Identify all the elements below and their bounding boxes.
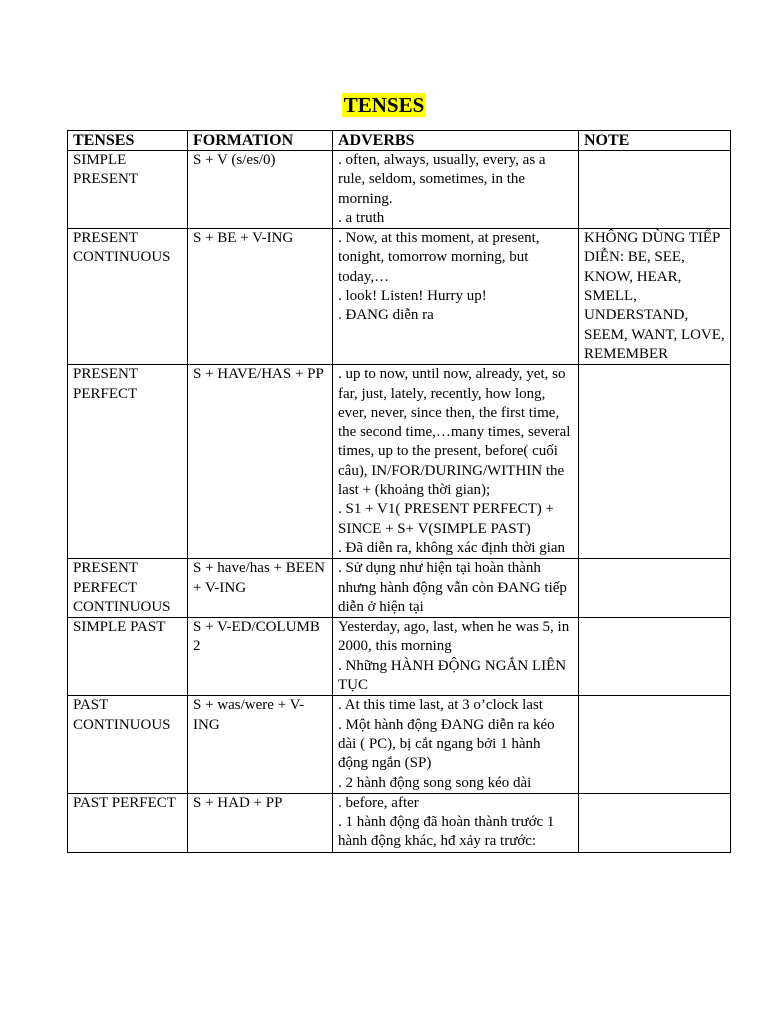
- table-row: [68, 151, 731, 229]
- adverb-line: . Những HÀNH ĐỘNG NGẮN LIÊN TỤC: [338, 657, 567, 694]
- formation-cell: S + have/has + BEEN + V-ING: [188, 559, 333, 618]
- adverb-line: Yesterday, ago, last, when he was 5, in 2000, this morning: [338, 619, 570, 655]
- formation-cell: S + V-ED/COLUMB 2: [188, 618, 333, 696]
- table-row: [68, 559, 731, 618]
- header-adverbs: ADVERBS: [333, 131, 579, 151]
- adverbs-cell: [333, 151, 579, 229]
- formation-cell: S + V (s/es/0): [188, 151, 333, 229]
- table-row: [68, 696, 731, 793]
- header-note: NOTE: [579, 131, 731, 151]
- note-cell: [579, 696, 731, 793]
- adverb-line: . 1 hành động đã hoàn thành trước 1 hành động khác, hđ xảy ra trước:: [338, 814, 555, 850]
- adverb-line: . before, after: [338, 794, 419, 811]
- adverbs-cell: [333, 793, 579, 852]
- note-cell: [579, 618, 731, 696]
- table-row: [68, 618, 731, 696]
- header-formation: FORMATION: [188, 131, 333, 151]
- formation-cell: S + HAD + PP: [188, 793, 333, 852]
- tense-cell: PRESENT CONTINUOUS: [68, 229, 188, 365]
- adverbs-cell: [333, 365, 579, 559]
- table-row: [68, 229, 731, 365]
- adverb-line: . a truth: [338, 209, 385, 226]
- adverb-line: . up to now, until now, already, yet, so far, just, lately, recently, how long, ever, never, since then, the first time, the second time,…many times, several times, up to the present, before( cuối câu), IN/FOR/DURING/WITHIN the last + (khoảng thời gian);: [338, 366, 571, 499]
- formation-cell: S + HAVE/HAS + PP: [188, 365, 333, 559]
- tense-cell: PAST PERFECT: [68, 793, 188, 852]
- note-cell: [579, 229, 731, 365]
- title-container: [0, 93, 768, 117]
- page-title: TENSES: [343, 93, 425, 117]
- adverbs-cell: [333, 696, 579, 793]
- adverbs-cell: [333, 229, 579, 365]
- adverb-line: . 2 hành động song song kéo dài: [338, 774, 532, 791]
- note-line: KHÔNG DÙNG TIẾP DIỄN: BE, SEE, KNOW, HEAR, SMELL, UNDERSTAND, SEEM, WANT, LOVE, REMEMBER: [584, 230, 725, 362]
- note-cell: [579, 793, 731, 852]
- adverb-line: . ĐANG diễn ra: [338, 307, 434, 324]
- note-cell: [579, 365, 731, 559]
- tense-cell: PRESENT PERFECT CONTINUOUS: [68, 559, 188, 618]
- adverb-line: . S1 + V1( PRESENT PERFECT) + SINCE + S+ V(SIMPLE PAST): [338, 501, 554, 537]
- tense-cell: SIMPLE PRESENT: [68, 151, 188, 229]
- note-cell: [579, 151, 731, 229]
- adverb-line: . Now, at this moment, at present, tonight, tomorrow morning, but today,…: [338, 230, 540, 285]
- adverb-line: . At this time last, at 3 o’clock last: [338, 697, 543, 714]
- tense-cell: PAST CONTINUOUS: [68, 696, 188, 793]
- tenses-table: [67, 130, 731, 853]
- header-tenses: TENSES: [68, 131, 188, 151]
- formation-cell: S + BE + V-ING: [188, 229, 333, 365]
- tense-cell: SIMPLE PAST: [68, 618, 188, 696]
- table-body: [68, 151, 731, 853]
- tense-cell: PRESENT PERFECT: [68, 365, 188, 559]
- adverb-line: . Một hành động ĐANG diễn ra kéo dài ( PC), bị cắt ngang bởi 1 hành động ngắn (SP): [338, 716, 555, 772]
- adverb-line: . often, always, usually, every, as a rule, seldom, sometimes, in the morning.: [338, 152, 546, 207]
- adverb-line: . look! Listen! Hurry up!: [338, 288, 487, 305]
- table-row: [68, 793, 731, 852]
- table-header-row: [68, 131, 731, 151]
- table-row: [68, 365, 731, 559]
- formation-cell: S + was/were + V-ING: [188, 696, 333, 793]
- note-cell: [579, 559, 731, 618]
- adverbs-cell: [333, 618, 579, 696]
- adverbs-cell: [333, 559, 579, 618]
- adverb-line: . Đã diễn ra, không xác định thời gian: [338, 539, 566, 556]
- adverb-line: . Sử dụng như hiện tại hoàn thành nhưng hành động vẫn còn ĐANG tiếp diễn ở hiện tại: [338, 560, 567, 615]
